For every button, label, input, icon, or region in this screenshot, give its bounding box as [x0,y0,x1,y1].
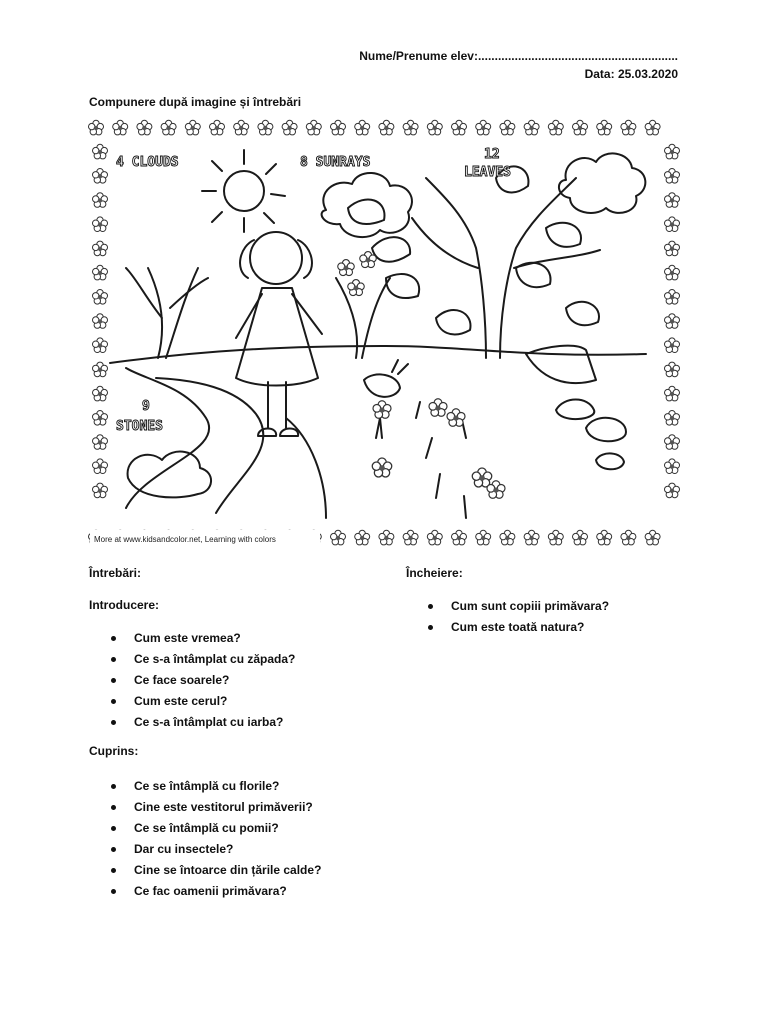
border-flower-icon [665,483,680,498]
path-left-edge [126,368,209,508]
border-flower-icon [137,120,152,135]
border-flower-icon [93,193,108,208]
border-flower-icon [93,386,108,401]
border-flower-icon [645,120,660,135]
intro-question: Ce s-a întâmplat cu zăpada? [107,649,295,670]
border-flower-icon [93,217,108,232]
rocks [556,400,626,470]
stones-label: STONES [116,419,163,434]
border-flower-icon [379,530,394,545]
girl-dress [236,288,318,386]
grass-flowers [338,252,505,499]
border-flower-icon [665,386,680,401]
sun [224,171,264,211]
left-tree [126,268,208,358]
questions-heading: Întrebări: [89,566,142,580]
border-flower-icon [93,459,108,474]
road-edge [286,418,326,518]
flower-border [89,120,680,545]
path-right-edge [156,378,263,513]
student-name-label: Nume/Prenume elev: [359,49,478,63]
border-flower-icon [93,169,108,184]
body-question: Ce fac oamenii primăvara? [107,881,321,902]
border-flower-icon [665,144,680,159]
border-flower-icon [93,144,108,159]
border-flower-icon [93,290,108,305]
conclusion-question-list [424,596,609,638]
border-flower-icon [93,483,108,498]
border-flower-icon [282,120,297,135]
clouds-label: 4 CLOUDS [116,155,179,170]
border-flower-icon [93,435,108,450]
stones-count-label: 9 [142,399,150,414]
conclusion-question: Cum sunt copiii primăvara? [424,596,609,617]
date-label: Data: [584,67,615,81]
field [526,346,596,383]
border-flower-icon [524,120,539,135]
border-flower-icon [573,120,588,135]
conclusion-heading: Încheiere: [406,566,463,580]
border-flower-icon [621,530,636,545]
border-flower-icon [476,120,491,135]
border-flower-icon [645,530,660,545]
border-flower-icon [403,120,418,135]
border-flower-icon [665,459,680,474]
border-flower-icon [93,241,108,256]
leaves-count-label: 12 [484,147,500,162]
border-flower-icon [355,120,370,135]
border-flower-icon [89,120,104,135]
body-question: Ce se întâmplă cu pomii? [107,818,321,839]
border-flower-icon [476,530,491,545]
border-flower-icon [93,314,108,329]
border-flower-icon [210,120,225,135]
student-name-blank: ............................................................ [477,49,678,63]
body-question: Cine se întoarce din țările calde? [107,860,321,881]
border-flower-icon [665,338,680,353]
spring-coloring-illustration [86,118,686,550]
border-flower-icon [665,169,680,184]
sunrays-label: 8 SUNRAYS [300,155,371,170]
border-flower-icon [331,530,346,545]
border-flower-icon [524,530,539,545]
body-question: Ce se întâmplă cu florile? [107,776,321,797]
border-flower-icon [665,362,680,377]
border-flower-icon [93,265,108,280]
conclusion-question: Cum este toată natura? [424,617,609,638]
border-flower-icon [500,530,515,545]
border-flower-icon [665,241,680,256]
border-flower-icon [452,120,467,135]
border-flower-icon [665,411,680,426]
border-flower-icon [548,120,563,135]
intro-question: Cum este vremea? [107,628,295,649]
border-flower-icon [665,290,680,305]
border-flower-icon [258,120,273,135]
border-flower-icon [93,362,108,377]
body-heading: Cuprins: [89,744,139,758]
body-question-list [107,776,321,902]
border-flower-icon [573,530,588,545]
sun-rays [202,150,285,232]
border-flower-icon [665,217,680,232]
bush [128,452,211,498]
student-name-line [359,49,678,63]
border-flower-icon [452,530,467,545]
rabbit [364,360,408,397]
cloud-center [322,173,412,237]
border-flower-icon [331,120,346,135]
border-flower-icon [403,530,418,545]
border-flower-icon [427,120,442,135]
border-flower-icon [665,314,680,329]
intro-question: Cum este cerul? [107,691,295,712]
border-flower-icon [185,120,200,135]
date-line [585,67,678,81]
border-flower-icon [113,120,128,135]
border-flower-icon [93,338,108,353]
border-flower-icon [306,120,321,135]
border-flower-icon [161,120,176,135]
intro-question: Ce s-a întâmplat cu iarba? [107,712,295,733]
border-flower-icon [665,265,680,280]
border-flower-icon [93,411,108,426]
border-flower-icon [597,120,612,135]
intro-question: Ce face soarele? [107,670,295,691]
document-title: Compunere după imagine și întrebări [89,95,302,109]
date-value: 25.03.2020 [617,67,678,81]
leaves-label: LEAVES [464,165,511,180]
intro-question-list [107,628,295,733]
body-question: Dar cu insectele? [107,839,321,860]
border-flower-icon [665,193,680,208]
girl-head [250,232,302,284]
border-flower-icon [355,530,370,545]
body-question: Cine este vestitorul primăverii? [107,797,321,818]
girl-legs [268,382,286,428]
border-flower-icon [665,435,680,450]
horizon-line [110,346,646,363]
intro-heading: Introducere: [89,598,160,612]
border-flower-icon [234,120,249,135]
border-flower-icon [621,120,636,135]
border-flower-icon [597,530,612,545]
border-flower-icon [548,530,563,545]
image-credit: More at www.kidsandcolor.net, Learning with colors [94,535,276,544]
border-flower-icon [379,120,394,135]
border-flower-icon [427,530,442,545]
border-flower-icon [500,120,515,135]
illustration-canvas [86,118,686,550]
